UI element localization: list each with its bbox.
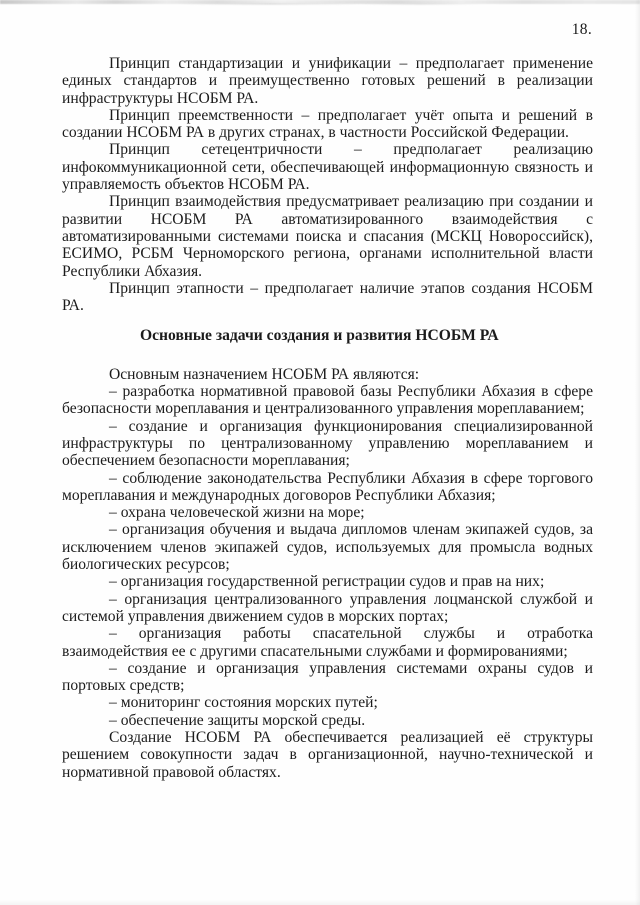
scan-artifact-top-secondary bbox=[180, 3, 480, 5]
section-heading: Основные задачи создания и развития НСОБМ РА bbox=[140, 327, 499, 345]
list-item-pilot-service: – организация централизованного управления лоцманской службой и системой управления движением судов в морских портах; bbox=[62, 590, 593, 625]
list-item-rescue-service: – организация работы спасательной службы и отработка взаимодействия ее с другими спасательными службами и формированиями; bbox=[62, 625, 593, 660]
list-item-marine-environment: – обеспечение защиты морской среды. bbox=[109, 711, 366, 729]
list-item-legal-base: – разработка нормативной правовой базы Республики Абхазия в сфере безопасности мореплавания и централизованного управления мореплаванием; bbox=[62, 383, 593, 418]
page-number: 18. bbox=[571, 21, 592, 38]
list-item-ship-registration: – организация государственной регистрации судов и прав на них; bbox=[109, 573, 545, 591]
scan-edge-shadow-bottom bbox=[0, 899, 640, 905]
paragraph-principle-netcentric: Принцип сетецентричности – предполагает реализацию инфокоммуникационной сети, обеспечивающей информационную связность и управляемость объектов НСОБМ РА. bbox=[62, 141, 593, 194]
paragraph-purpose-intro: Основным назначением НСОБМ РА являются: bbox=[109, 365, 420, 383]
paragraph-principle-interaction: Принцип взаимодействия предусматривает реализацию при создании и развитии НСОБМ РА автоматизированного взаимодействия с автоматизированными системами поиска и спасания (МСКЦ Новороссийск), ЕСИМО, РСБМ Черноморского региона, органами исполнительной власти Республики Абхазия. bbox=[62, 193, 593, 280]
list-item-life-protection: – охрана человеческой жизни на море; bbox=[109, 504, 365, 522]
scan-edge-shadow-right bbox=[635, 0, 640, 905]
paragraph-structure-realization: Создание НСОБМ РА обеспечивается реализацией её структуры решением совокупности задач в организационной, научно-технической и нормативной правовой областях. bbox=[62, 728, 593, 781]
list-item-security-systems: – создание и организация управления системами охраны судов и портовых средств; bbox=[62, 659, 593, 695]
paragraph-principle-stages: Принцип этапности – предполагает наличие этапов создания НСОБМ РА. bbox=[62, 279, 593, 315]
document-body bbox=[62, 55, 593, 781]
list-item-training-diplomas: – организация обучения и выдача дипломов членам экипажей судов, за исключением членов экипажей судов, используемых для промысла водных биологических ресурсов; bbox=[62, 521, 593, 574]
list-item-infrastructure: – создание и организация функционирования специализированной инфраструктуры по централизованному управлению мореплаванием и обеспечением безопасности мореплавания; bbox=[62, 417, 593, 470]
paragraph-principle-continuity: Принцип преемственности – предполагает учёт опыта и решений в создании НСОБМ РА в других странах, в частности Российской Федерации. bbox=[62, 106, 593, 142]
list-item-legislation-compliance: – соблюдение законодательства Республики Абхазия в сфере торгового мореплавания и международных договоров Республики Абхазия; bbox=[62, 469, 593, 504]
list-item-sea-routes-monitoring: – мониторинг состояния морских путей; bbox=[109, 694, 378, 712]
paragraph-principle-standardization: Принцип стандартизации и унификации – предполагает применение единых стандартов и преимущественно готовых решений в реализации инфраструктуры НСОБМ РА. bbox=[62, 55, 593, 107]
